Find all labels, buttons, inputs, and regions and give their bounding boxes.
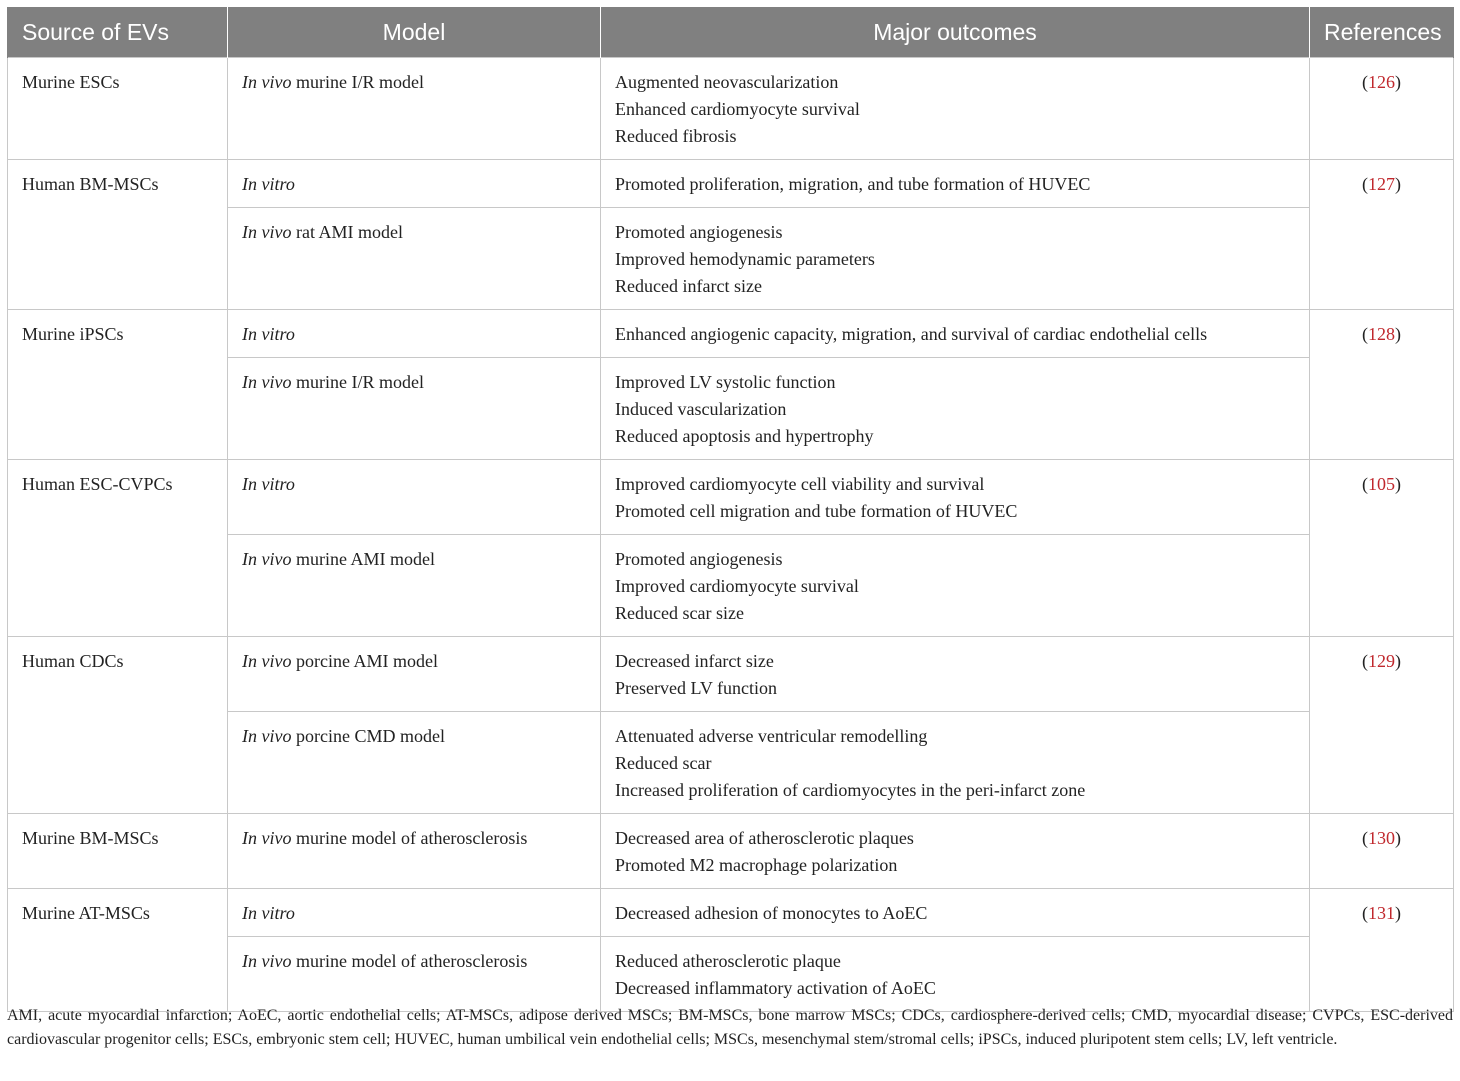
model-italic-text: In vivo [242,651,292,671]
header-source: Source of EVs [8,7,228,58]
reference-cell [1310,814,1454,889]
outcomes-cell [601,637,1310,712]
reference-link[interactable]: 128 [1368,324,1395,344]
outcomes-cell [601,358,1310,460]
outcome-item: Promoted M2 macrophage polarization [615,855,898,875]
outcome-item: Reduced infarct size [615,276,762,296]
table-row [8,310,1454,358]
outcome-item: Decreased inflammatory activation of AoEC [615,978,936,998]
outcome-item: Induced vascularization [615,399,787,419]
outcome-item: Improved cardiomyocyte cell viability and survival [615,474,985,494]
model-cell [228,460,601,535]
ref-paren-open: ( [1362,651,1368,671]
header-outcomes: Major outcomes [601,7,1310,58]
source-cell: Murine AT-MSCs [8,889,228,1012]
model-cell [228,58,601,160]
outcome-item: Attenuated adverse ventricular remodelling [615,726,928,746]
outcomes-cell [601,814,1310,889]
header-model: Model [228,7,601,58]
outcomes-cell [601,889,1310,937]
table-row [8,637,1454,712]
ref-paren-open: ( [1362,174,1368,194]
outcome-item: Promoted angiogenesis [615,222,783,242]
reference-link[interactable]: 129 [1368,651,1395,671]
source-cell: Murine iPSCs [8,310,228,460]
model-text: murine model of atherosclerosis [291,828,528,848]
outcome-item: Improved cardiomyocyte survival [615,576,859,596]
ref-paren-open: ( [1362,324,1368,344]
reference-cell [1310,460,1454,637]
outcome-item: Promoted cell migration and tube formation of HUVEC [615,501,1018,521]
ref-paren-close: ) [1395,324,1401,344]
outcome-item: Augmented neovascularization [615,72,839,92]
outcome-item: Promoted angiogenesis [615,549,783,569]
outcomes-cell [601,937,1310,1012]
outcomes-cell [601,58,1310,160]
header-references: References [1310,7,1454,58]
outcome-item: Reduced scar [615,753,712,773]
ref-paren-close: ) [1395,828,1401,848]
outcome-item: Preserved LV function [615,678,777,698]
outcome-item: Reduced fibrosis [615,126,737,146]
model-italic-text: In vitro [242,903,295,923]
outcome-item: Reduced scar size [615,603,744,623]
reference-cell [1310,310,1454,460]
model-cell [228,160,601,208]
table-row [8,814,1454,889]
model-cell [228,937,601,1012]
outcomes-cell [601,460,1310,535]
ref-paren-close: ) [1395,474,1401,494]
outcome-item: Enhanced cardiomyocyte survival [615,99,860,119]
table-row [8,889,1454,937]
ref-paren-close: ) [1395,903,1401,923]
model-cell [228,637,601,712]
ref-paren-open: ( [1362,903,1368,923]
model-cell [228,208,601,310]
outcomes-cell [601,310,1310,358]
outcomes-cell [601,712,1310,814]
model-cell [228,814,601,889]
source-cell: Human ESC-CVPCs [8,460,228,637]
model-text: porcine AMI model [291,651,438,671]
ref-paren-close: ) [1395,651,1401,671]
outcomes-cell [601,535,1310,637]
outcome-item: Reduced atherosclerotic plaque [615,951,841,971]
reference-cell [1310,637,1454,814]
ref-paren-open: ( [1362,474,1368,494]
model-italic-text: In vivo [242,726,292,746]
source-cell: Human BM-MSCs [8,160,228,310]
model-text: rat AMI model [291,222,403,242]
outcome-item: Decreased area of atherosclerotic plaques [615,828,914,848]
reference-cell [1310,160,1454,310]
model-text: murine I/R model [291,72,424,92]
model-italic-text: In vitro [242,324,295,344]
model-italic-text: In vitro [242,474,295,494]
outcome-item: Increased proliferation of cardiomyocytes in the peri-infarct zone [615,780,1086,800]
reference-link[interactable]: 126 [1368,72,1395,92]
outcome-item: Reduced apoptosis and hypertrophy [615,426,874,446]
reference-cell [1310,889,1454,1012]
outcome-item: Decreased infarct size [615,651,774,671]
outcomes-cell [601,160,1310,208]
reference-link[interactable]: 127 [1368,174,1395,194]
model-italic-text: In vivo [242,828,292,848]
model-text: murine AMI model [291,549,435,569]
model-cell [228,358,601,460]
ref-paren-open: ( [1362,72,1368,92]
reference-link[interactable]: 105 [1368,474,1395,494]
source-cell: Human CDCs [8,637,228,814]
table-body [8,58,1454,1012]
source-cell: Murine ESCs [8,58,228,160]
table-header-row [8,7,1454,58]
model-text: murine model of atherosclerosis [291,951,528,971]
model-text: murine I/R model [291,372,424,392]
outcome-item: Enhanced angiogenic capacity, migration, and survival of cardiac endothelial cells [615,324,1208,344]
ev-table [7,7,1454,1012]
model-italic-text: In vivo [242,222,292,242]
outcome-item: Decreased adhesion of monocytes to AoEC [615,903,928,923]
model-cell [228,535,601,637]
model-cell [228,712,601,814]
table-row [8,160,1454,208]
reference-link[interactable]: 130 [1368,828,1395,848]
model-italic-text: In vitro [242,174,295,194]
model-italic-text: In vivo [242,951,292,971]
table-row [8,460,1454,535]
ref-paren-open: ( [1362,828,1368,848]
reference-link[interactable]: 131 [1368,903,1395,923]
model-text: porcine CMD model [291,726,445,746]
model-italic-text: In vivo [242,72,292,92]
ref-paren-close: ) [1395,72,1401,92]
outcomes-cell [601,208,1310,310]
outcome-item: Improved LV systolic function [615,372,836,392]
model-cell [228,310,601,358]
outcome-item: Promoted proliferation, migration, and tube formation of HUVEC [615,174,1091,194]
reference-cell [1310,58,1454,160]
outcome-item: Improved hemodynamic parameters [615,249,875,269]
table-row [8,58,1454,160]
model-italic-text: In vivo [242,372,292,392]
model-cell [228,889,601,937]
ref-paren-close: ) [1395,174,1401,194]
source-cell: Murine BM-MSCs [8,814,228,889]
table-footnote: AMI, acute myocardial infarction; AoEC, aortic endothelial cells; AT-MSCs, adipose derived MSCs; BM-MSCs, bone marrow MSCs; CDCs, cardiosphere-derived cells; CMD, myocardial disease; CVPCs, ESC-derived cardiovascular progenitor cells; ESCs, embryonic stem cell; HUVEC, human umbilical vein endothelial cells; MSCs, mesenchymal stem/stromal cells; iPSCs, induced pluripotent stem cells; LV, left ventricle. [7,1007,1453,1048]
model-italic-text: In vivo [242,549,292,569]
